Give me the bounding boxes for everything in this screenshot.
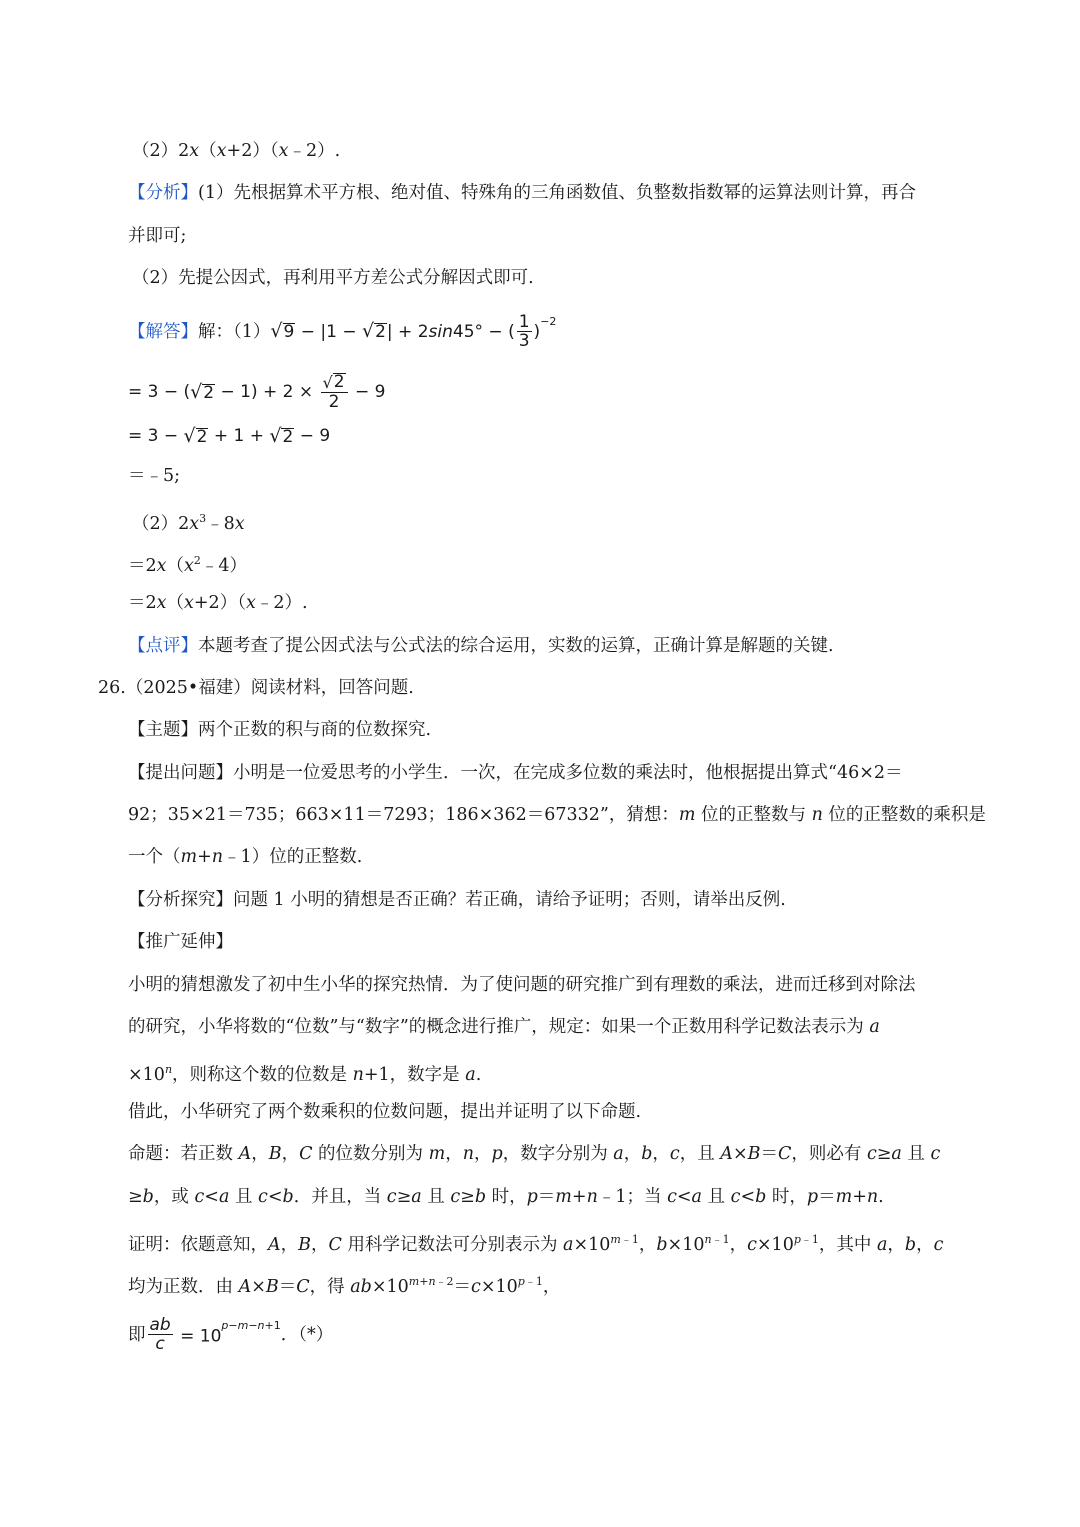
q26-raise-line-2: 92；35×21＝735；663×11＝7293；186×362＝67332”，猜想：m 位的正整数与 n 位的正整数的乘积是 (128, 805, 986, 825)
solution-intro: 解：（1） (198, 321, 271, 342)
var-x: x (189, 141, 200, 161)
q26-extend-line-1: 小明的猜想激发了初中生小华的探究热情．为了使问题的研究推广到有理数的乘法，进而迁移到对除法 (128, 975, 916, 995)
solution-step-1: = 3 − ( √ 2 − 1) + 2 × √ 2 2 − 9 (128, 372, 386, 412)
analysis-line-2: 并即可; (128, 226, 187, 246)
solution-step-3: ＝﹣5; (128, 466, 181, 486)
review-text: 本题考查了提公因式法与公式法的综合运用，实数的运算，正确计算是解题的关键. (198, 636, 834, 656)
q26-proposition-line-1: 命题：若正数 A，B，C 的位数分别为 m，n，p，数字分别为 a，b，c，且 A×B＝C，则必有 c≥a 且 c (128, 1144, 941, 1164)
answer-part2 (132, 137, 340, 165)
var-x: x (278, 141, 289, 161)
q26-borrow: 借此，小华研究了两个数乘积的位数问题，提出并证明了以下命题. (128, 1102, 642, 1122)
q26-proof-line-1: 证明：依题意知，A，B，C 用科学记数法可分别表示为 $a\times 10^{m﹣1}$，$b\times 10^{n﹣1}$，$c\times 10^{p﹣1}$，其中 a，b，c (128, 1233, 944, 1255)
q26-proof-line-2: 均为正数．由 A×B＝C，得 $ab\times 10^{m+n﹣2}=c\times 10^{p﹣1}$， (128, 1275, 561, 1297)
solution-expression: √ 9 − |1 − √ 2 | + 2 sin 45° − ( $\frac{1}{3}$ ) $^{-2}$ (270, 312, 557, 351)
q26-theme: 【主题】两个正数的积与商的位数探究. (128, 720, 432, 740)
analysis-line-3: （2）先提公因式，再利用平方差公式分解因式即可. (132, 268, 534, 288)
q26-header: 26.（2025•福建）阅读材料，回答问题. (98, 678, 414, 698)
q26-explore: 【分析探究】问题 1 小明的猜想是否正确？若正确，请给予证明；否则，请举出反例. (128, 890, 786, 910)
q26-proof-line-3: 即 $\frac{ab}{c}$ = $10^{p-m-n+1}$ ．（*） (128, 1315, 334, 1354)
analysis-tag: 【分析】 (128, 183, 198, 203)
var-x: x (216, 141, 227, 161)
q26-proposition-line-2: ≥b，或 c<a 且 c<b．并且，当 c≥a 且 c≥b 时，p＝m+n﹣1；当 c<a 且 c<b 时，p＝m+n. (128, 1187, 884, 1207)
review-line (128, 632, 834, 660)
analysis-text-1: (1）先根据算术平方根、绝对值、特殊角的三角函数值、负整数指数幂的运算法则计算，再合 (198, 183, 916, 203)
solution-tag: 【解答】 (128, 321, 198, 342)
solution-step-2: = 3 − √ 2 + 1 + √ 2 − 9 (128, 424, 331, 447)
q26-raise-line-1: 【提出问题】小明是一位爱思考的小学生．一次，在完成多位数的乘法时，他根据提出算式“46×2＝ (128, 763, 903, 783)
q26-raise-line-3: 一个（m+n﹣1）位的正整数. (128, 847, 363, 867)
q26-extend-line-2: 的研究，小华将数的“位数”与“数字”的概念进行推广，规定：如果一个正数用科学记数法表示为 a (128, 1017, 880, 1037)
answer-part2-prefix: （2）2 (132, 141, 190, 161)
q26-extend-title: 【推广延伸】 (128, 932, 233, 952)
solution-part2-step-2: ＝2x（x+2）（x﹣2）. (128, 593, 308, 613)
review-tag: 【点评】 (128, 636, 198, 656)
plus-two: +2）（ (226, 141, 279, 161)
solution-part2-step-1: $=2x(x^2﹣4)$ (128, 554, 248, 576)
solution-part2-title: $(2)2x^3﹣8x$ (132, 512, 245, 534)
q26-extend-line-3: $\times 10^n$，则称这个数的位数是 n+1，数字是 a. (128, 1063, 482, 1085)
solution-line-1 (128, 313, 556, 350)
paren-open: （ (199, 141, 217, 161)
minus-two: ﹣2）. (288, 141, 341, 161)
analysis-line-1 (128, 179, 916, 207)
